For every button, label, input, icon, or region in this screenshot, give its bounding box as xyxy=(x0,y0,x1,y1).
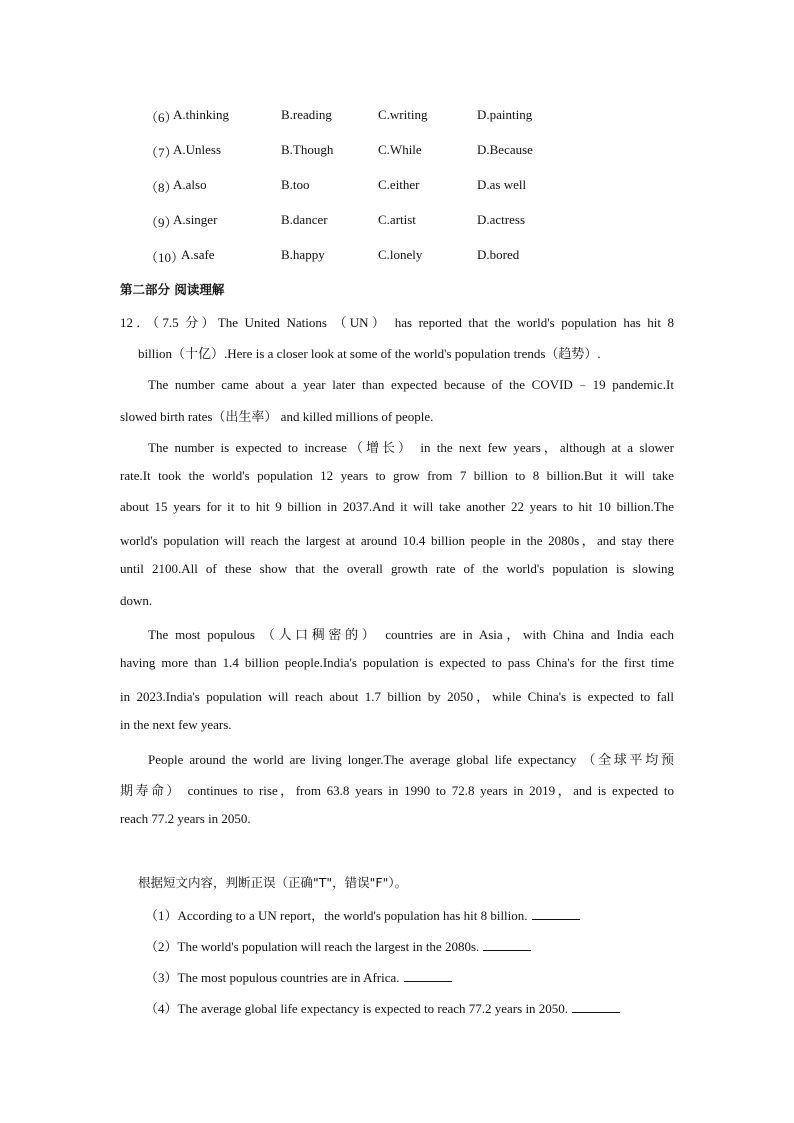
question-text: （4）The average global life expectancy is expected to reach 77.2 years in 2050. xyxy=(145,1001,569,1016)
option-d: D.painting xyxy=(477,107,533,122)
option-a: （6） xyxy=(145,110,178,125)
option-d: D.as well xyxy=(477,177,527,192)
passage-line: 期寿命） continues to rise，from 63.8 years in 1990 to 72.8 years in 2019，and is expected to xyxy=(120,783,674,798)
passage-line: world's population will reach the largest at around 10.4 billion people in the 2080s，and stay there xyxy=(120,533,674,548)
answer-blank[interactable] xyxy=(572,1001,620,1013)
option-b: B.dancer xyxy=(281,212,328,227)
option-a-text: A.singer xyxy=(173,212,218,227)
answer-blank[interactable] xyxy=(532,908,580,920)
passage-line: rate.It took the world's population 12 years to grow from 7 billion to 8 billion.But it will take xyxy=(120,468,674,483)
option-a-text: A.safe xyxy=(181,247,215,262)
option-c: C.either xyxy=(378,177,420,192)
option-a-text: A.also xyxy=(173,177,207,192)
option-a: （9） xyxy=(145,215,178,230)
option-d: D.bored xyxy=(477,247,520,262)
option-b: B.happy xyxy=(281,247,325,262)
question-1 xyxy=(145,905,580,924)
option-b: B.reading xyxy=(281,107,332,122)
question-4 xyxy=(145,998,620,1017)
question-2 xyxy=(145,936,531,955)
option-a-text: A.Unless xyxy=(173,142,222,157)
passage-line: billion（十亿）.Here is a closer look at some of the world's population trends（趋势）. xyxy=(138,346,601,361)
question-text: （3）The most populous countries are in Africa. xyxy=(145,970,400,985)
question-text: （2）The world's population will reach the largest in the 2080s. xyxy=(145,939,480,954)
option-a-text: A.thinking xyxy=(173,107,229,122)
answer-blank[interactable] xyxy=(404,970,452,982)
question-text: （1）According to a UN report，the world's population has hit 8 billion. xyxy=(145,908,528,923)
option-c: C.lonely xyxy=(378,247,423,262)
passage-line: The most populous （人口稠密的） countries are in Asia，with China and India each xyxy=(148,627,674,642)
passage-line: 12．（7.5 分）The United Nations （UN） has reported that the world's population has hit 8 xyxy=(120,315,674,330)
passage-line: down. xyxy=(120,593,153,608)
question-3 xyxy=(145,967,452,986)
instruction: 根据短文内容，判断正误（正确"T"，错误"F"）。 xyxy=(138,875,408,890)
option-c: C.artist xyxy=(378,212,416,227)
option-a: （7） xyxy=(145,145,178,160)
option-b: B.too xyxy=(281,177,310,192)
passage-line: The number is expected to increase（增长） in the next few years，although at a slower xyxy=(148,440,674,455)
option-a: （10） xyxy=(145,250,185,265)
option-d: D.Because xyxy=(477,142,533,157)
passage-line: slowed birth rates（出生率） and killed millions of people. xyxy=(120,409,434,424)
section-title: 第二部分 阅读理解 xyxy=(120,282,225,297)
passage-line: The number came about a year later than expected because of the COVID﹣19 pandemic.It xyxy=(148,377,674,392)
option-c: C.While xyxy=(378,142,422,157)
answer-blank[interactable] xyxy=(483,939,531,951)
passage-line: in the next few years. xyxy=(120,717,232,732)
option-a: （8） xyxy=(145,180,178,195)
passage-line: People around the world are living longer.The average global life expectancy （全球平均预 xyxy=(148,752,674,767)
passage-line: reach 77.2 years in 2050. xyxy=(120,811,251,826)
option-d: D.actress xyxy=(477,212,526,227)
option-b: B.Though xyxy=(281,142,334,157)
passage-line: having more than 1.4 billion people.India's population is expected to pass China's for the first time xyxy=(120,655,674,670)
passage-line: in 2023.India's population will reach about 1.7 billion by 2050，while China's is expected to fall xyxy=(120,689,674,704)
option-c: C.writing xyxy=(378,107,428,122)
passage-line: until 2100.All of these show that the overall growth rate of the world's population is slowing xyxy=(120,561,674,576)
passage-line: about 15 years for it to hit 9 billion in 2037.And it will take another 22 years to hit 10 billion.The xyxy=(120,499,674,514)
